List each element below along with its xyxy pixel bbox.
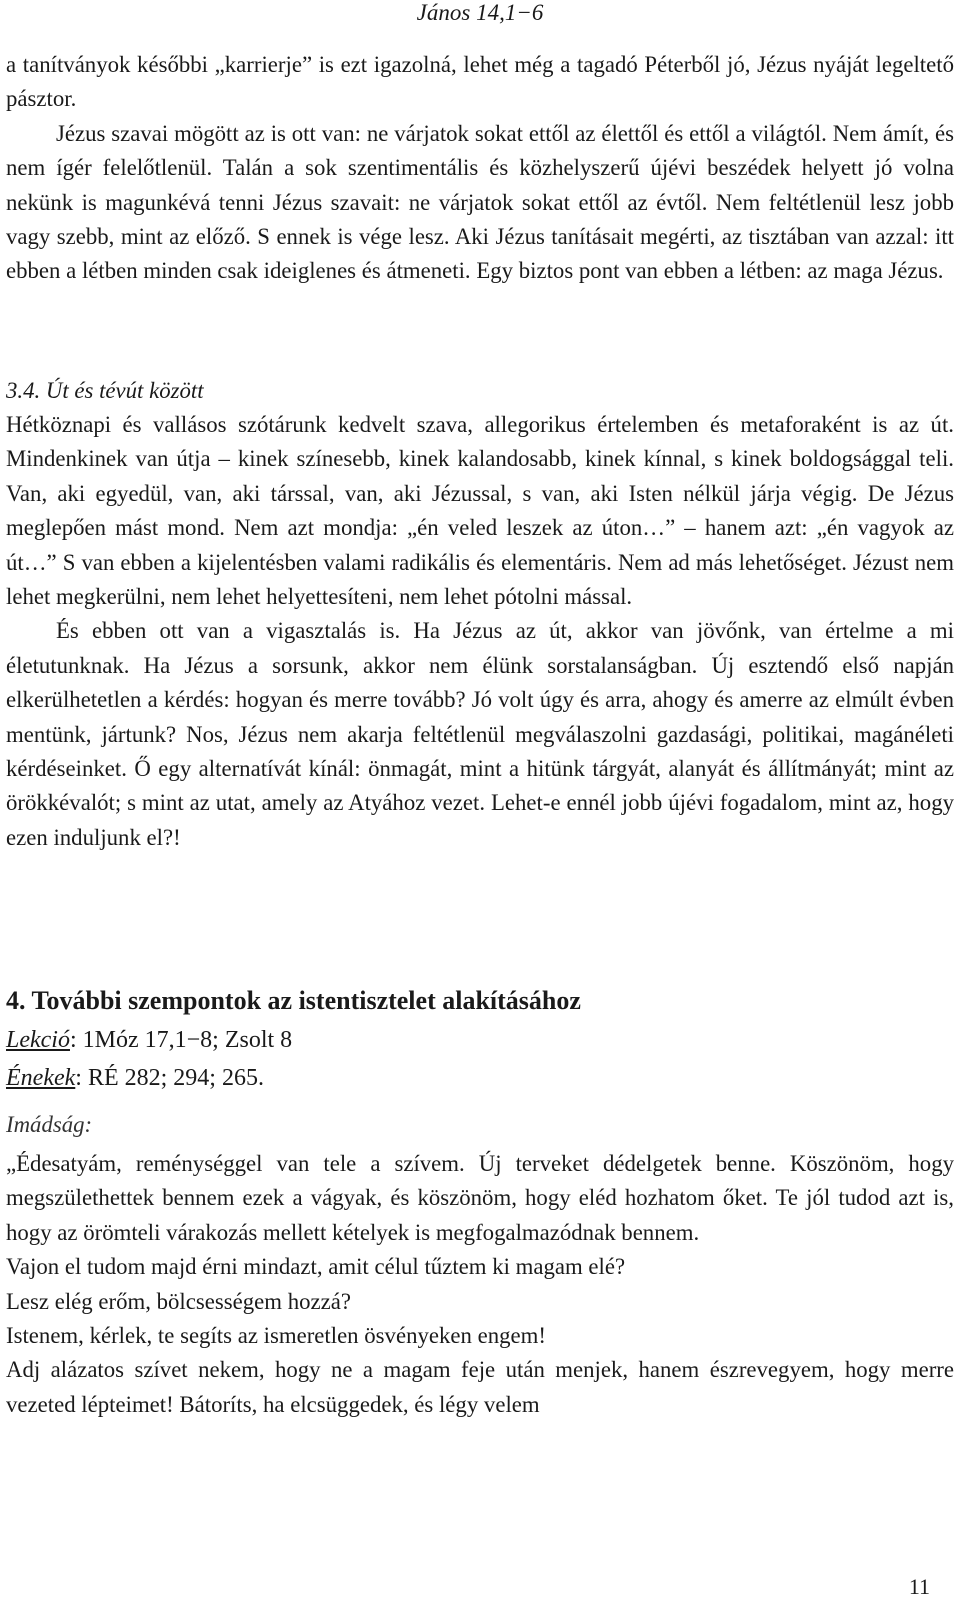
prayer-line: Adj alázatos szívet nekem, hogy ne a magam feje után menjek, hanem észrevegyem, hogy merre vezeted lépteimet! Bátoríts, ha elcsüggedek, és légy velem xyxy=(6,1357,954,1417)
paragraph: Jézus szavai mögött az is ott van: ne várjatok sokat ettől az élettől és ettől a világtól. Nem ámít, és nem ígér felelőtlenül. Talán a sok szentimentális és közhelyszerű újévi beszédek helyett jó volna nekünk is magunkévá tenni Jézus szavait: ne várjatok sokat ettől az évtől. Nem feltétlenül lesz jobb vagy szebb, mint az előző. S ennek is vége lesz. Aki Jézus tanításait megérti, az tisztában van azzal: itt ebben a létben minden csak ideiglenes és átmeneti. Egy biztos pont van ebben a létben: az maga Jézus. xyxy=(6,120,954,284)
paragraph: Hétköznapi és vallásos szótárunk kedvelt szava, allegorikus értelemben és metaforaként is az út. Mindenkinek van útja – kinek színesebb, kinek kalandosabb, kinek kínnal, s kinek boldogsággal teli. Van, aki egyedül, van, aki társsal, van, aki Jézussal, s van, aki Isten nélkül járja végig. De Jézus meglepően mást mond. Nem azt mondja: „én veled leszek az úton…” – hanem azt: „én vagyok az út…” S van ebben a kijelentésben valami radikális és elementáris. Nem ad más lehetőséget. Jézust nem lehet megkerülni, nem lehet helyettesíteni, nem lehet pótolni mással. xyxy=(6,412,954,610)
prayer-text xyxy=(6,1147,954,1422)
enekek-label: Énekek xyxy=(6,1065,76,1091)
subsection-number: 3.4. xyxy=(6,378,41,403)
page-number: 11 xyxy=(908,1574,930,1599)
prayer-line: Istenem, kérlek, te segíts az ismeretlen ösvényeken engem! xyxy=(6,1323,546,1349)
paragraph: És ebben ott van a vigasztalás is. Ha Jézus az út, akkor van jövőnk, van értelme a mi életutunknak. Ha Jézus a sorsunk, akkor nem élünk sorstalanságban. Új esztendő első napján elkerülhetetlen a kérdés: hogyan és merre tovább? Jó volt úgy és arra, ahogy és amerre az elmúlt évben mentünk, jártunk? Nos, Jézus nem akarja feltétlenül megválaszolni gazdasági, politikai, magánéleti kérdéseinket. Ő egy alternatívát kínál: önmagát, mint a hitünk tárgyát, alanyát és állítmányát; mint az örökkévalót; s mint az utat, amely az Atyához vezet. Lehet-e ennél jobb újévi fogadalom, mint az, hogy ezen induljunk el?! xyxy=(6,618,954,850)
section-number: 4. xyxy=(6,986,26,1015)
text-block-intro xyxy=(6,48,954,289)
section-title: További szempontok az istentisztelet alakításához xyxy=(31,986,581,1015)
prayer-line: Lesz elég erőm, bölcsességem hozzá? xyxy=(6,1288,351,1314)
section-heading xyxy=(6,985,581,1017)
prayer-line: Vajon el tudom majd érni mindazt, amit célul tűztem ki magam elé? xyxy=(6,1254,626,1280)
subsection-title: Út és tévút között xyxy=(45,378,204,403)
subsection-heading xyxy=(6,376,204,406)
paragraph: a tanítványok későbbi „karrierje” is ezt igazolná, lehet még a tagadó Péterből jó, Jézus nyáját legeltető pásztor. xyxy=(6,52,954,112)
text-block-ut xyxy=(6,408,954,855)
lekcio-line xyxy=(6,1025,292,1055)
running-head: János 14,1−6 xyxy=(416,0,544,25)
enekek-value: : RÉ 282; 294; 265. xyxy=(75,1065,264,1091)
lekcio-label: Lekció xyxy=(6,1027,70,1053)
prayer-label: Imádság: xyxy=(6,1112,93,1137)
lekcio-value: : 1Móz 17,1−8; Zsolt 8 xyxy=(69,1027,293,1053)
enekek-line xyxy=(6,1063,264,1093)
prayer-line: „Édesatyám, reménységgel van tele a szívem. Új terveket dédelgetek benne. Köszönöm, hogy megszülethettek bennem ezek a vágyak, és köszönöm, hogy eléd hozhatom őket. Te jól tudod azt is, hogy az örömteli várakozás mellett kételyek is megfogalmazódnak bennem. xyxy=(6,1151,954,1245)
